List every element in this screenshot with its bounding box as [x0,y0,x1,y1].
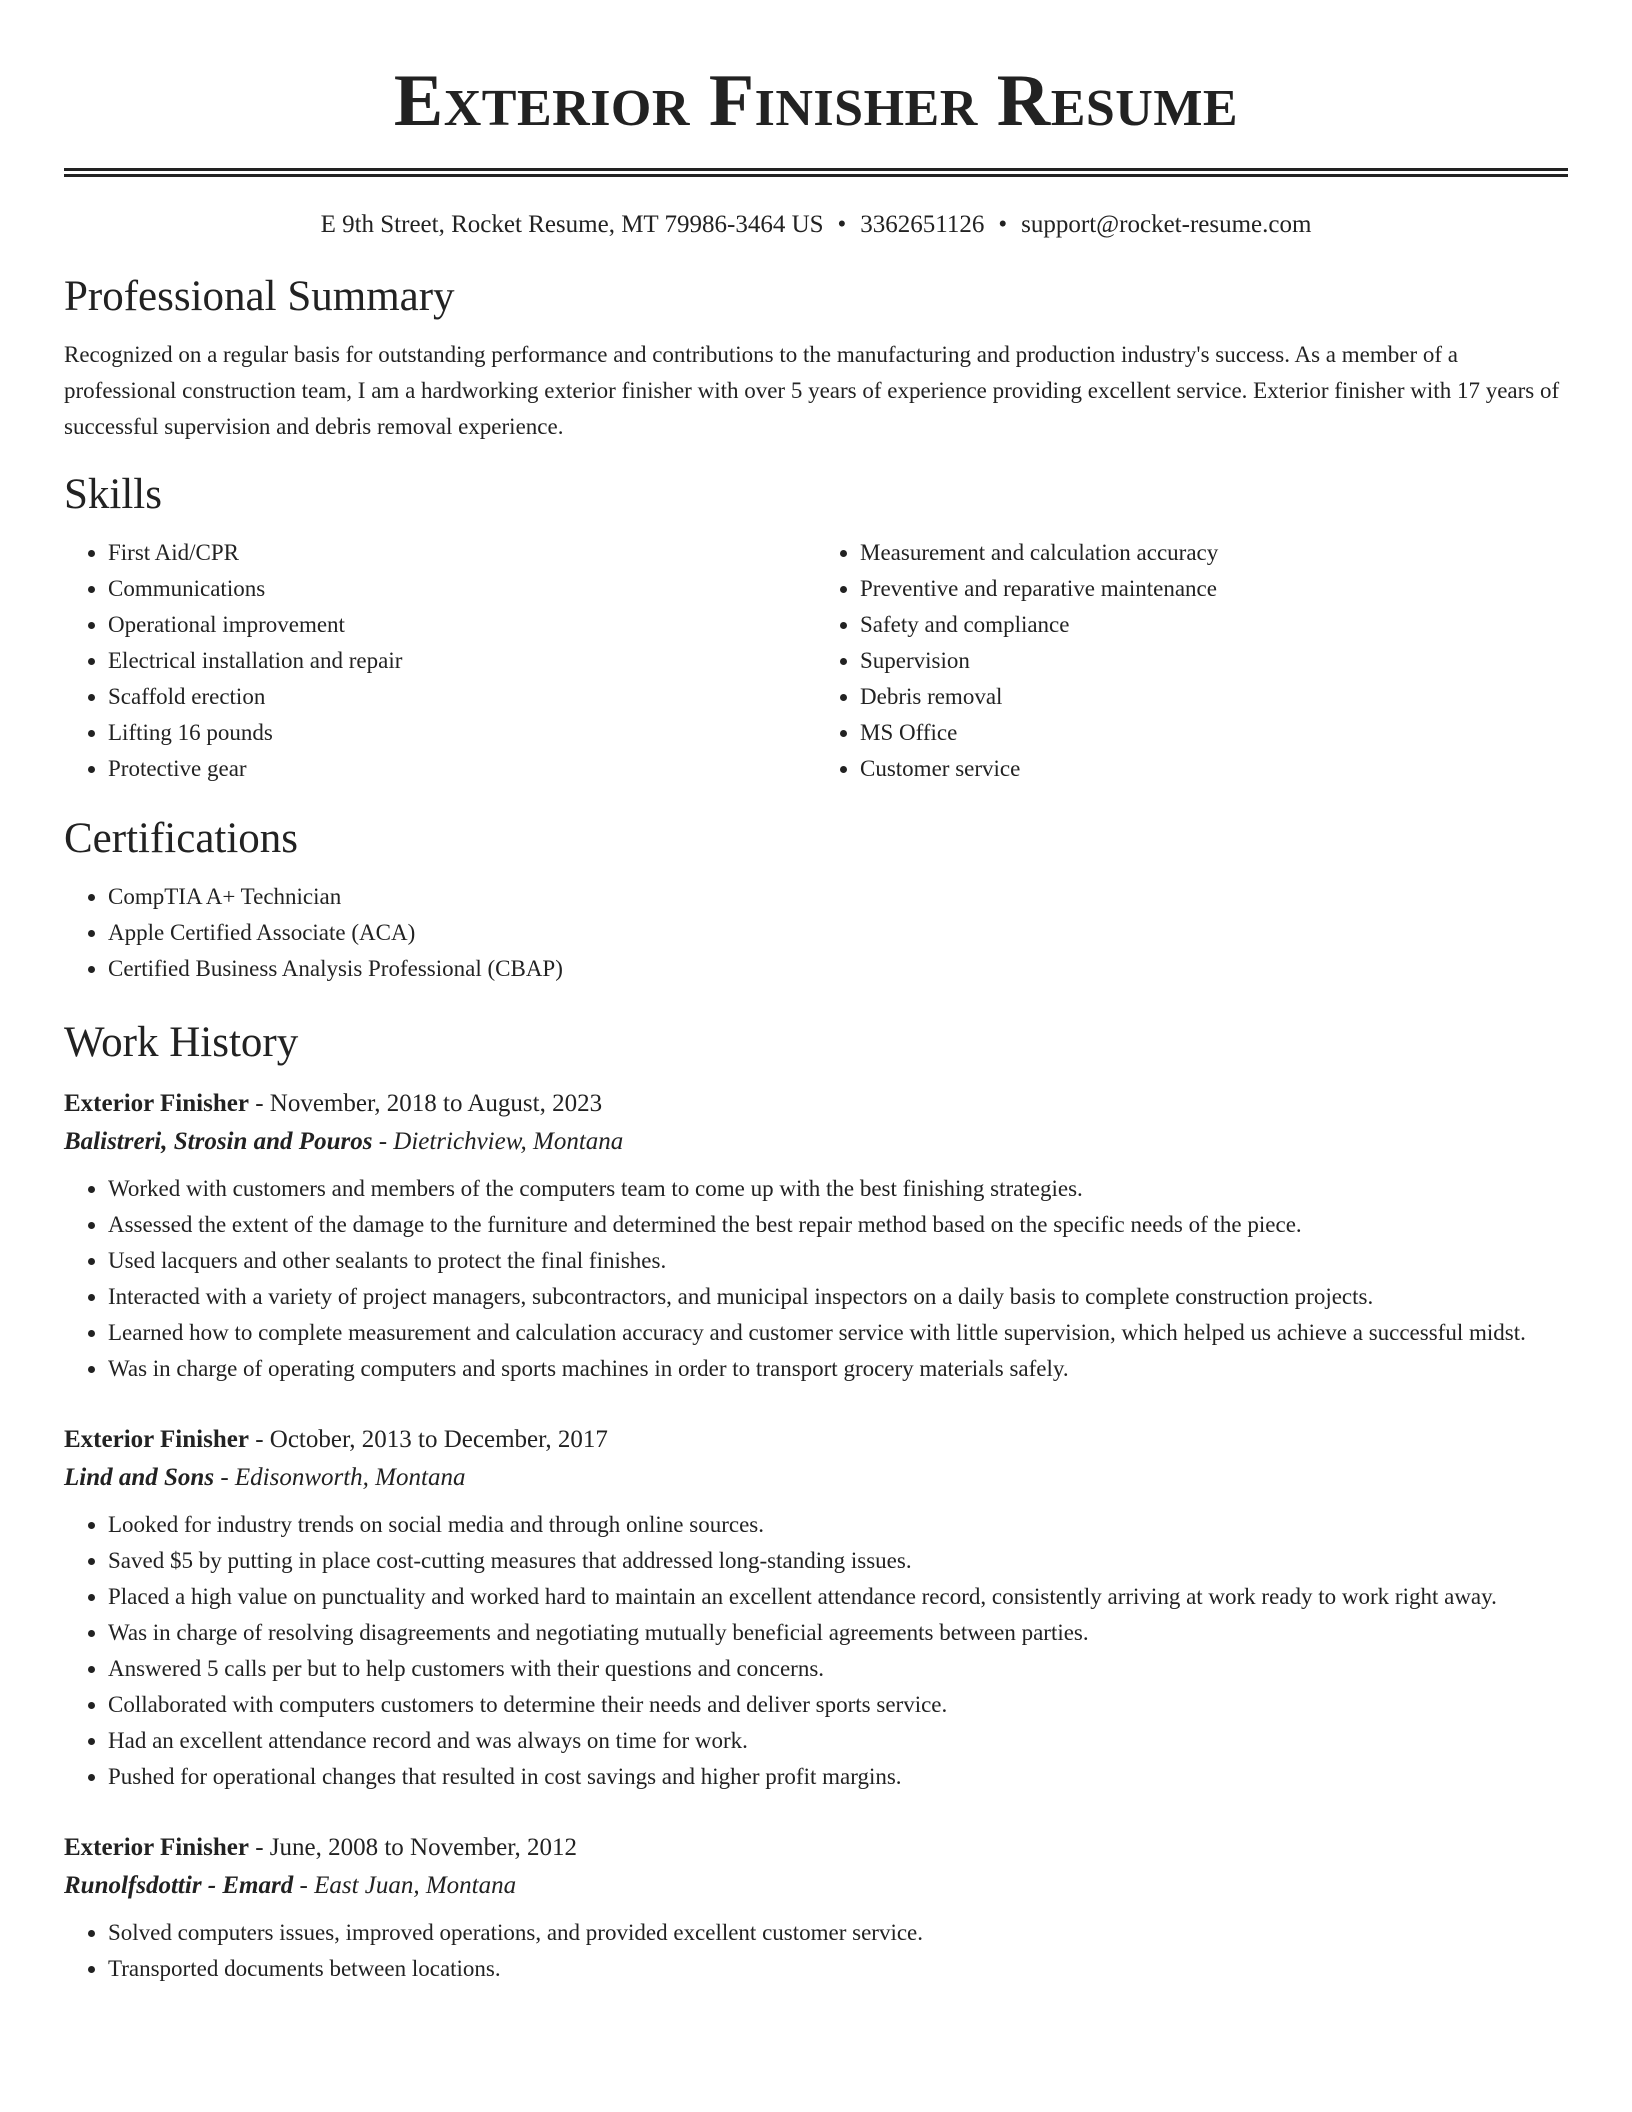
job-dates: October, 2013 to December, 2017 [269,1426,608,1453]
skill-item: • First Aid/CPR [108,535,816,571]
skill-item: • Communications [108,571,816,607]
certifications-section [64,811,1568,987]
job-dates: June, 2008 to November, 2012 [269,1834,578,1861]
contact-phone: 3362651126 [860,211,985,238]
certification-item: • Apple Certified Associate (ACA) [108,915,1568,951]
company-name: Balistreri, Strosin and Pouros [64,1128,373,1155]
job-bullet: • Placed a high value on punctuality and worked hard to maintain an excellent attendance record, consistently arriving at work ready to work right away. [108,1579,1568,1615]
job-entry [64,1829,1568,1987]
skill-item: • Electrical installation and repair [108,643,816,679]
job-bullet: • Pushed for operational changes that resulted in cost savings and higher profit margins. [108,1759,1568,1795]
job-bullet: • Was in charge of operating computers and sports machines in order to transport grocery materials safely. [108,1351,1568,1387]
job-title-line: Exterior Finisher - June, 2008 to November, 2012 [64,1834,578,1861]
title-divider [64,168,1568,177]
skills-list-right [816,535,1568,787]
certifications-list [64,879,1568,987]
job-bullet: • Used lacquers and other sealants to protect the final finishes. [108,1243,1568,1279]
resume-title: Exterior Finisher Resume [393,60,1239,142]
skill-item: • Safety and compliance [860,607,1568,643]
job-bullets [64,1507,1568,1795]
job-dates: November, 2018 to August, 2023 [269,1090,603,1117]
contact-line [64,207,1568,243]
work-history-section [64,1015,1568,1987]
job-bullet: • Transported documents between locations. [108,1951,1568,1987]
certifications-heading: Certifications [64,815,299,862]
skill-item: • Supervision [860,643,1568,679]
job-bullet: • Answered 5 calls per but to help customers with their questions and concerns. [108,1651,1568,1687]
summary-text: Recognized on a regular basis for outstanding performance and contributions to the manufacturing and production industry's success. As a member of a professional construction team, I am a hardworking exterior finisher with over 5 years of experience providing excellent service. Exterior finisher with 17 years of successful supervision and debris removal experience. [64,342,1560,439]
skills-list-left [64,535,816,787]
skill-item: • Measurement and calculation accuracy [860,535,1568,571]
skill-item: • Customer service [860,751,1568,787]
summary-section [64,269,1568,445]
job-bullets [64,1171,1568,1387]
job-bullet: • Interacted with a variety of project managers, subcontractors, and municipal inspectors on a daily basis to complete construction projects. [108,1279,1568,1315]
job-entry [64,1421,1568,1795]
contact-separator: • [837,211,847,238]
skills-grid [64,535,1568,787]
certification-item: • Certified Business Analysis Professional (CBAP) [108,951,1568,987]
job-bullet: • Had an excellent attendance record and was always on time for work. [108,1723,1568,1759]
skill-item: • Preventive and reparative maintenance [860,571,1568,607]
job-bullet: • Learned how to complete measurement and calculation accuracy and customer service with little supervision, which helped us achieve a successful midst. [108,1315,1568,1351]
job-title-line: Exterior Finisher - October, 2013 to December, 2017 [64,1426,608,1453]
company-location: Dietrichview, Montana [393,1128,624,1155]
job-entry [64,1085,1568,1387]
skill-item: • Lifting 16 pounds [108,715,816,751]
job-bullet: • Looked for industry trends on social media and through online sources. [108,1507,1568,1543]
job-title: Exterior Finisher [64,1426,249,1453]
job-title: Exterior Finisher [64,1090,249,1117]
job-title: Exterior Finisher [64,1834,249,1861]
contact-email: support@rocket-resume.com [1021,211,1312,238]
skill-item: • Scaffold erection [108,679,816,715]
contact-separator: • [998,211,1008,238]
skill-item: • Protective gear [108,751,816,787]
company-line: Lind and Sons - Edisonworth, Montana [64,1464,466,1491]
job-bullets [64,1915,1568,1987]
company-line: Runolfsdottir - Emard - East Juan, Montana [64,1872,517,1899]
company-line: Balistreri, Strosin and Pouros - Dietrichview, Montana [64,1128,624,1155]
skill-item: • Operational improvement [108,607,816,643]
job-bullet: • Collaborated with computers customers to determine their needs and deliver sports service. [108,1687,1568,1723]
company-name: Lind and Sons [64,1464,215,1491]
company-name: Runolfsdottir - Emard [64,1872,294,1899]
certification-item: • CompTIA A+ Technician [108,879,1568,915]
skills-section [64,467,1568,787]
contact-address: E 9th Street, Rocket Resume, MT 79986-3464 US [320,211,824,238]
company-location: East Juan, Montana [314,1872,517,1899]
company-location: Edisonworth, Montana [234,1464,466,1491]
job-bullet: • Worked with customers and members of the computers team to come up with the best finishing strategies. [108,1171,1568,1207]
job-bullet: • Was in charge of resolving disagreements and negotiating mutually beneficial agreements between parties. [108,1615,1568,1651]
job-bullet: • Saved $5 by putting in place cost-cutting measures that addressed long-standing issues. [108,1543,1568,1579]
job-bullet: • Solved computers issues, improved operations, and provided excellent customer service. [108,1915,1568,1951]
job-title-line: Exterior Finisher - November, 2018 to August, 2023 [64,1090,603,1117]
skills-heading: Skills [64,471,162,518]
resume-page [64,0,1568,1987]
skill-item: • MS Office [860,715,1568,751]
skill-item: • Debris removal [860,679,1568,715]
summary-heading: Professional Summary [64,273,455,320]
work-history-heading: Work History [64,1019,299,1066]
job-bullet: • Assessed the extent of the damage to the furniture and determined the best repair method based on the specific needs of the piece. [108,1207,1568,1243]
